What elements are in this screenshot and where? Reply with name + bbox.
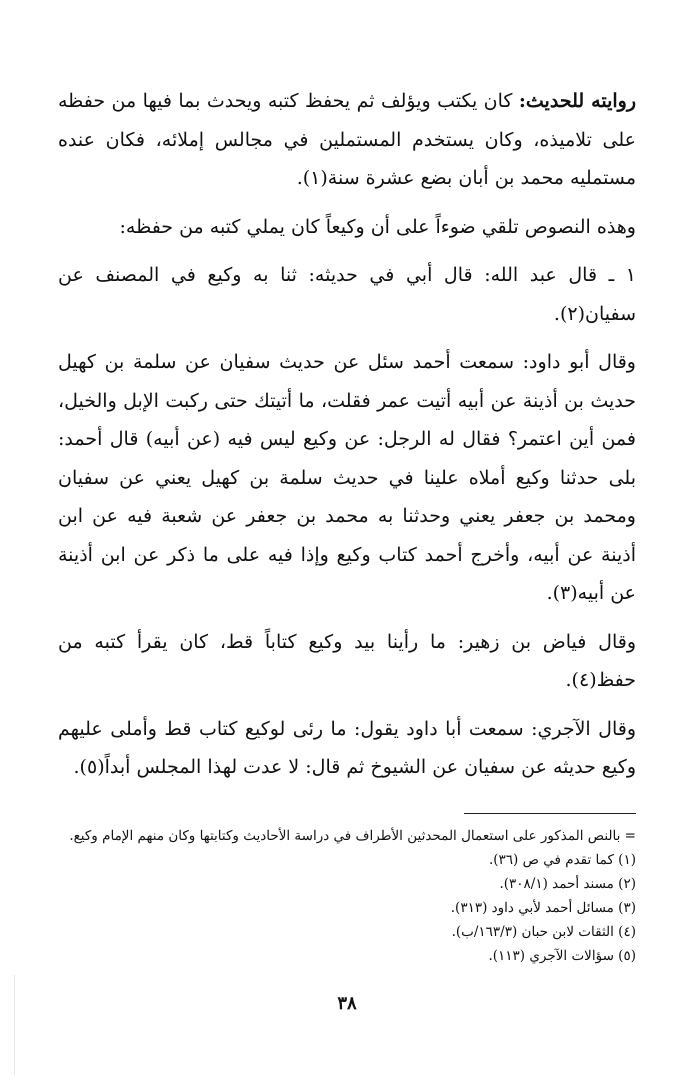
footnote-2: (٢) مسند أحمد (٣٠٨/١). <box>499 875 636 892</box>
paragraph-fayyad: وقال فياض بن زهير: ما رأينا بيد وكيع كتاباً قط، كان يقرأ كتبه من حفظ(٤). <box>58 630 636 691</box>
footnote-1: (١) كما تقدم في ص (٣٦). <box>488 851 636 868</box>
footnote-continuation: = بالنص المذكور على استعمال المحدثين الأطراف في دراسة الأحاديث وكتابتها وكان منهم الإمام وكيع. <box>69 827 636 844</box>
paragraph-intro: وهذه النصوص تلقي ضوءاً على أن وكيعاً كان يملي كتبه من حفظه: <box>119 215 636 238</box>
main-text <box>58 82 636 787</box>
paragraph-item-1: ١ ـ قال عبد الله: قال أبي في حديثه: ثنا به وكيع في المصنف عن سفيان(٢). <box>58 264 636 325</box>
scan-edge <box>14 975 15 1075</box>
page-content <box>58 82 636 968</box>
footnote-4: (٤) الثقات لابن حبان (١٦٣/٣/ب). <box>451 923 636 940</box>
paragraph-ajurri: وقال الآجري: سمعت أبا داود يقول: ما رئى لوكيع كتاب قط وأملى عليهم وكيع حديثه عن سفيان عن الشيوخ ثم قال: لا عدت لهذا المجلس أبداً(٥). <box>58 717 636 778</box>
footnote-5: (٥) سؤالات الآجري (١١٣). <box>488 947 636 964</box>
paragraph-abu-dawud: وقال أبو داود: سمعت أحمد سئل عن حديث سفيان عن سلمة بن كهيل حديث بن أذينة عن أبيه أتيت عمر فقلت، ما أتيتك حتى ركبت الإبل والخيل، فمن أين اعتمر؟ فقال له الرجل: عن وكيع ليس فيه (عن أبيه) قال أحمد: بلى حدثنا وكيع أملاه علينا في حديث سلمة بن كهيل يعني عن سفيان ومحمد بن جعفر يعني وحدثنا به محمد بن جعفر عن شعبة فيه عن ابن أذينة عن أبيه، وأخرج أحمد كتاب وكيع وإذا فيه على ما ذكر عن ابن أذينة عن أبيه(٣). <box>58 351 636 604</box>
footnote-separator <box>464 813 636 814</box>
paragraph-text: كان يكتب ويؤلف ثم يحفظ كتبه ويحدث بما فيها من حفظه على تلاميذه، وكان يستخدم المستملين في مجالس إملائه، فكان عنده مستمليه محمد بن أبان بضع عشرة سنة(١). <box>58 90 636 189</box>
footnote-3: (٣) مسائل أحمد لأبي داود (٣١٣). <box>450 899 636 916</box>
section-lead: روايته للحديث: <box>518 90 636 112</box>
paragraph-narration <box>58 82 636 198</box>
page-number: ٣٨ <box>337 993 357 1014</box>
footnotes <box>58 824 636 968</box>
